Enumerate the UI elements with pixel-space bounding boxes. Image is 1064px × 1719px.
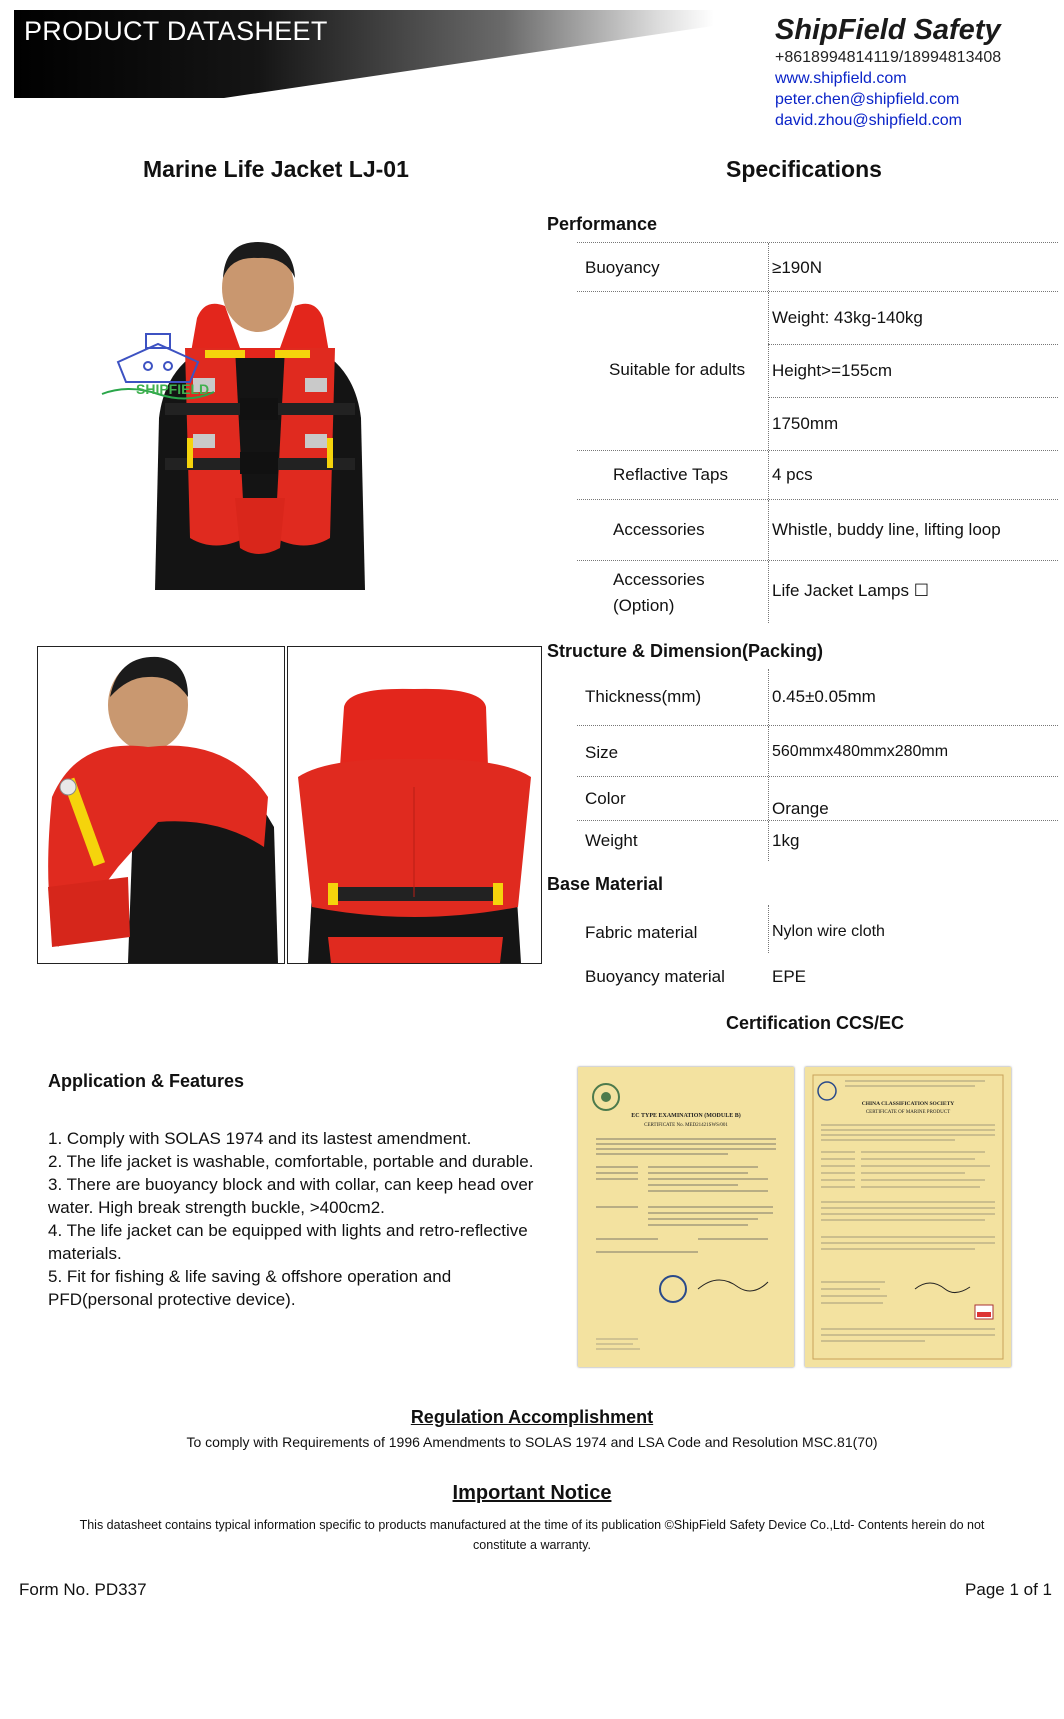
ccs-certificate-image — [805, 1067, 1011, 1367]
reflective-value: 4 pcs — [772, 465, 813, 484]
weight-value: 1kg — [772, 831, 800, 850]
header-banner — [14, 10, 714, 98]
website-link[interactable]: www.shipfield.com — [775, 70, 907, 87]
notice-title: Important Notice — [452, 1482, 612, 1504]
buoyancy-material-label: Buoyancy material — [585, 967, 725, 986]
performance-heading: Performance — [547, 214, 658, 234]
regulation-title: Regulation Accomplishment — [410, 1407, 654, 1427]
spec-row-reflective — [577, 451, 1058, 500]
ccs-society-name: CHINA CLASSIFICATION SOCIETY — [861, 1101, 955, 1107]
specifications-title: Specifications — [726, 156, 882, 182]
thickness-label: Thickness(mm) — [585, 687, 702, 706]
ccs-certificate-subtitle: CERTIFICATE OF MARINE PRODUCT — [865, 1110, 951, 1115]
spec-row-suitable — [577, 292, 1058, 451]
spec-row-thickness — [577, 669, 1058, 726]
spec-row-accessories — [577, 500, 1058, 561]
spec-row-size — [577, 726, 1058, 777]
performance-table — [577, 242, 1058, 623]
buoyancy-material-value: EPE — [772, 967, 807, 986]
banner-title: PRODUCT DATASHEET — [24, 16, 328, 46]
features-list — [48, 1127, 538, 1311]
form-number: Form No. PD337 — [19, 1580, 147, 1599]
ec-certificate-number: CERTIFICATE No. MED21421SWS/001 — [644, 1123, 728, 1128]
regulation-text: To comply with Requirements of 1996 Amendments to SOLAS 1974 and LSA Code and Resolution MSC.81(70) — [186, 1434, 878, 1450]
accessories-label: Accessories — [613, 520, 705, 539]
suitable-height-value: Height>=155cm — [772, 361, 893, 380]
ec-certificate-title: EC TYPE EXAMINATION (MODULE B) — [631, 1113, 741, 1119]
color-value: Orange — [772, 799, 829, 818]
reflective-label: Reflactive Taps — [613, 465, 728, 484]
ec-certificate-image — [578, 1067, 794, 1367]
feature-item-5: 5. Fit for fishing & life saving & offshore operation and PFD(personal protective device). — [48, 1267, 452, 1309]
certification-title: Certification CCS/EC — [726, 1013, 905, 1033]
company-name: ShipField Safety — [775, 14, 1001, 46]
fabric-label: Fabric material — [585, 923, 698, 942]
feature-item-2: 2. The life jacket is washable, comfortable, portable and durable. — [48, 1152, 534, 1171]
buoyancy-label: Buoyancy — [585, 258, 660, 277]
spec-row-color — [577, 777, 1058, 821]
color-label: Color — [585, 789, 626, 808]
notice-text: This datasheet contains typical information specific to products manufactured at the time of its publication ©ShipField Safety Device Co.,Ltd- Contents herein do not constitute a warranty. — [79, 1518, 985, 1552]
application-heading: Application & Features — [48, 1071, 245, 1091]
spec-row-accessories-option — [577, 561, 1058, 623]
buoyancy-value: ≥190N — [772, 258, 822, 277]
structure-heading: Structure & Dimension(Packing) — [547, 641, 824, 661]
email-link-2[interactable]: david.zhou@shipfield.com — [775, 112, 963, 129]
spec-row-fabric — [577, 905, 1058, 953]
fabric-value: Nylon wire cloth — [772, 923, 885, 940]
feature-item-3: 3. There are buoyancy block and with collar, can keep head over water. High break strength buckle, >400cm2. — [48, 1175, 534, 1217]
suitable-weight-value: Weight: 43kg-140kg — [772, 308, 923, 327]
spec-row-buoyancy — [577, 242, 1058, 292]
weight-label: Weight — [585, 831, 638, 850]
accessories-option-value: Life Jacket Lamps ☐ — [772, 581, 929, 600]
structure-table — [577, 669, 1058, 861]
feature-item-4: 4. The life jacket can be equipped with lights and retro-reflective materials. — [48, 1221, 528, 1263]
spec-row-buoyancy-material — [577, 953, 1058, 993]
regulation-section — [0, 1407, 1064, 1450]
product-side-photo — [37, 646, 285, 964]
thickness-value: 0.45±0.05mm — [772, 687, 876, 706]
size-label: Size — [585, 743, 619, 762]
page-number: Page 1 of 1 — [965, 1580, 1052, 1599]
product-back-photo — [287, 646, 542, 964]
base-material-heading: Base Material — [547, 874, 664, 894]
notice-section — [0, 1482, 1064, 1555]
shipfield-logo — [98, 322, 218, 417]
email-link-1[interactable]: peter.chen@shipfield.com — [775, 91, 960, 108]
spec-row-weight — [577, 821, 1058, 861]
suitable-length-value: 1750mm — [772, 414, 839, 433]
accessories-value: Whistle, buddy line, lifting loop — [772, 520, 1001, 539]
feature-item-1: 1. Comply with SOLAS 1974 and its lastest amendment. — [48, 1129, 472, 1148]
company-contact — [775, 14, 1001, 131]
logo-text: SHIPFIELD — [136, 381, 210, 397]
base-material-table — [577, 905, 1058, 993]
accessories-option-label: Accessories (Option) — [613, 570, 705, 615]
product-title: Marine Life Jacket LJ-01 — [143, 156, 409, 182]
suitable-label: Suitable for adults — [609, 360, 746, 379]
size-value: 560mmx480mmx280mm — [772, 743, 949, 760]
phone-number: +8618994814119/18994813408 — [775, 49, 1002, 66]
